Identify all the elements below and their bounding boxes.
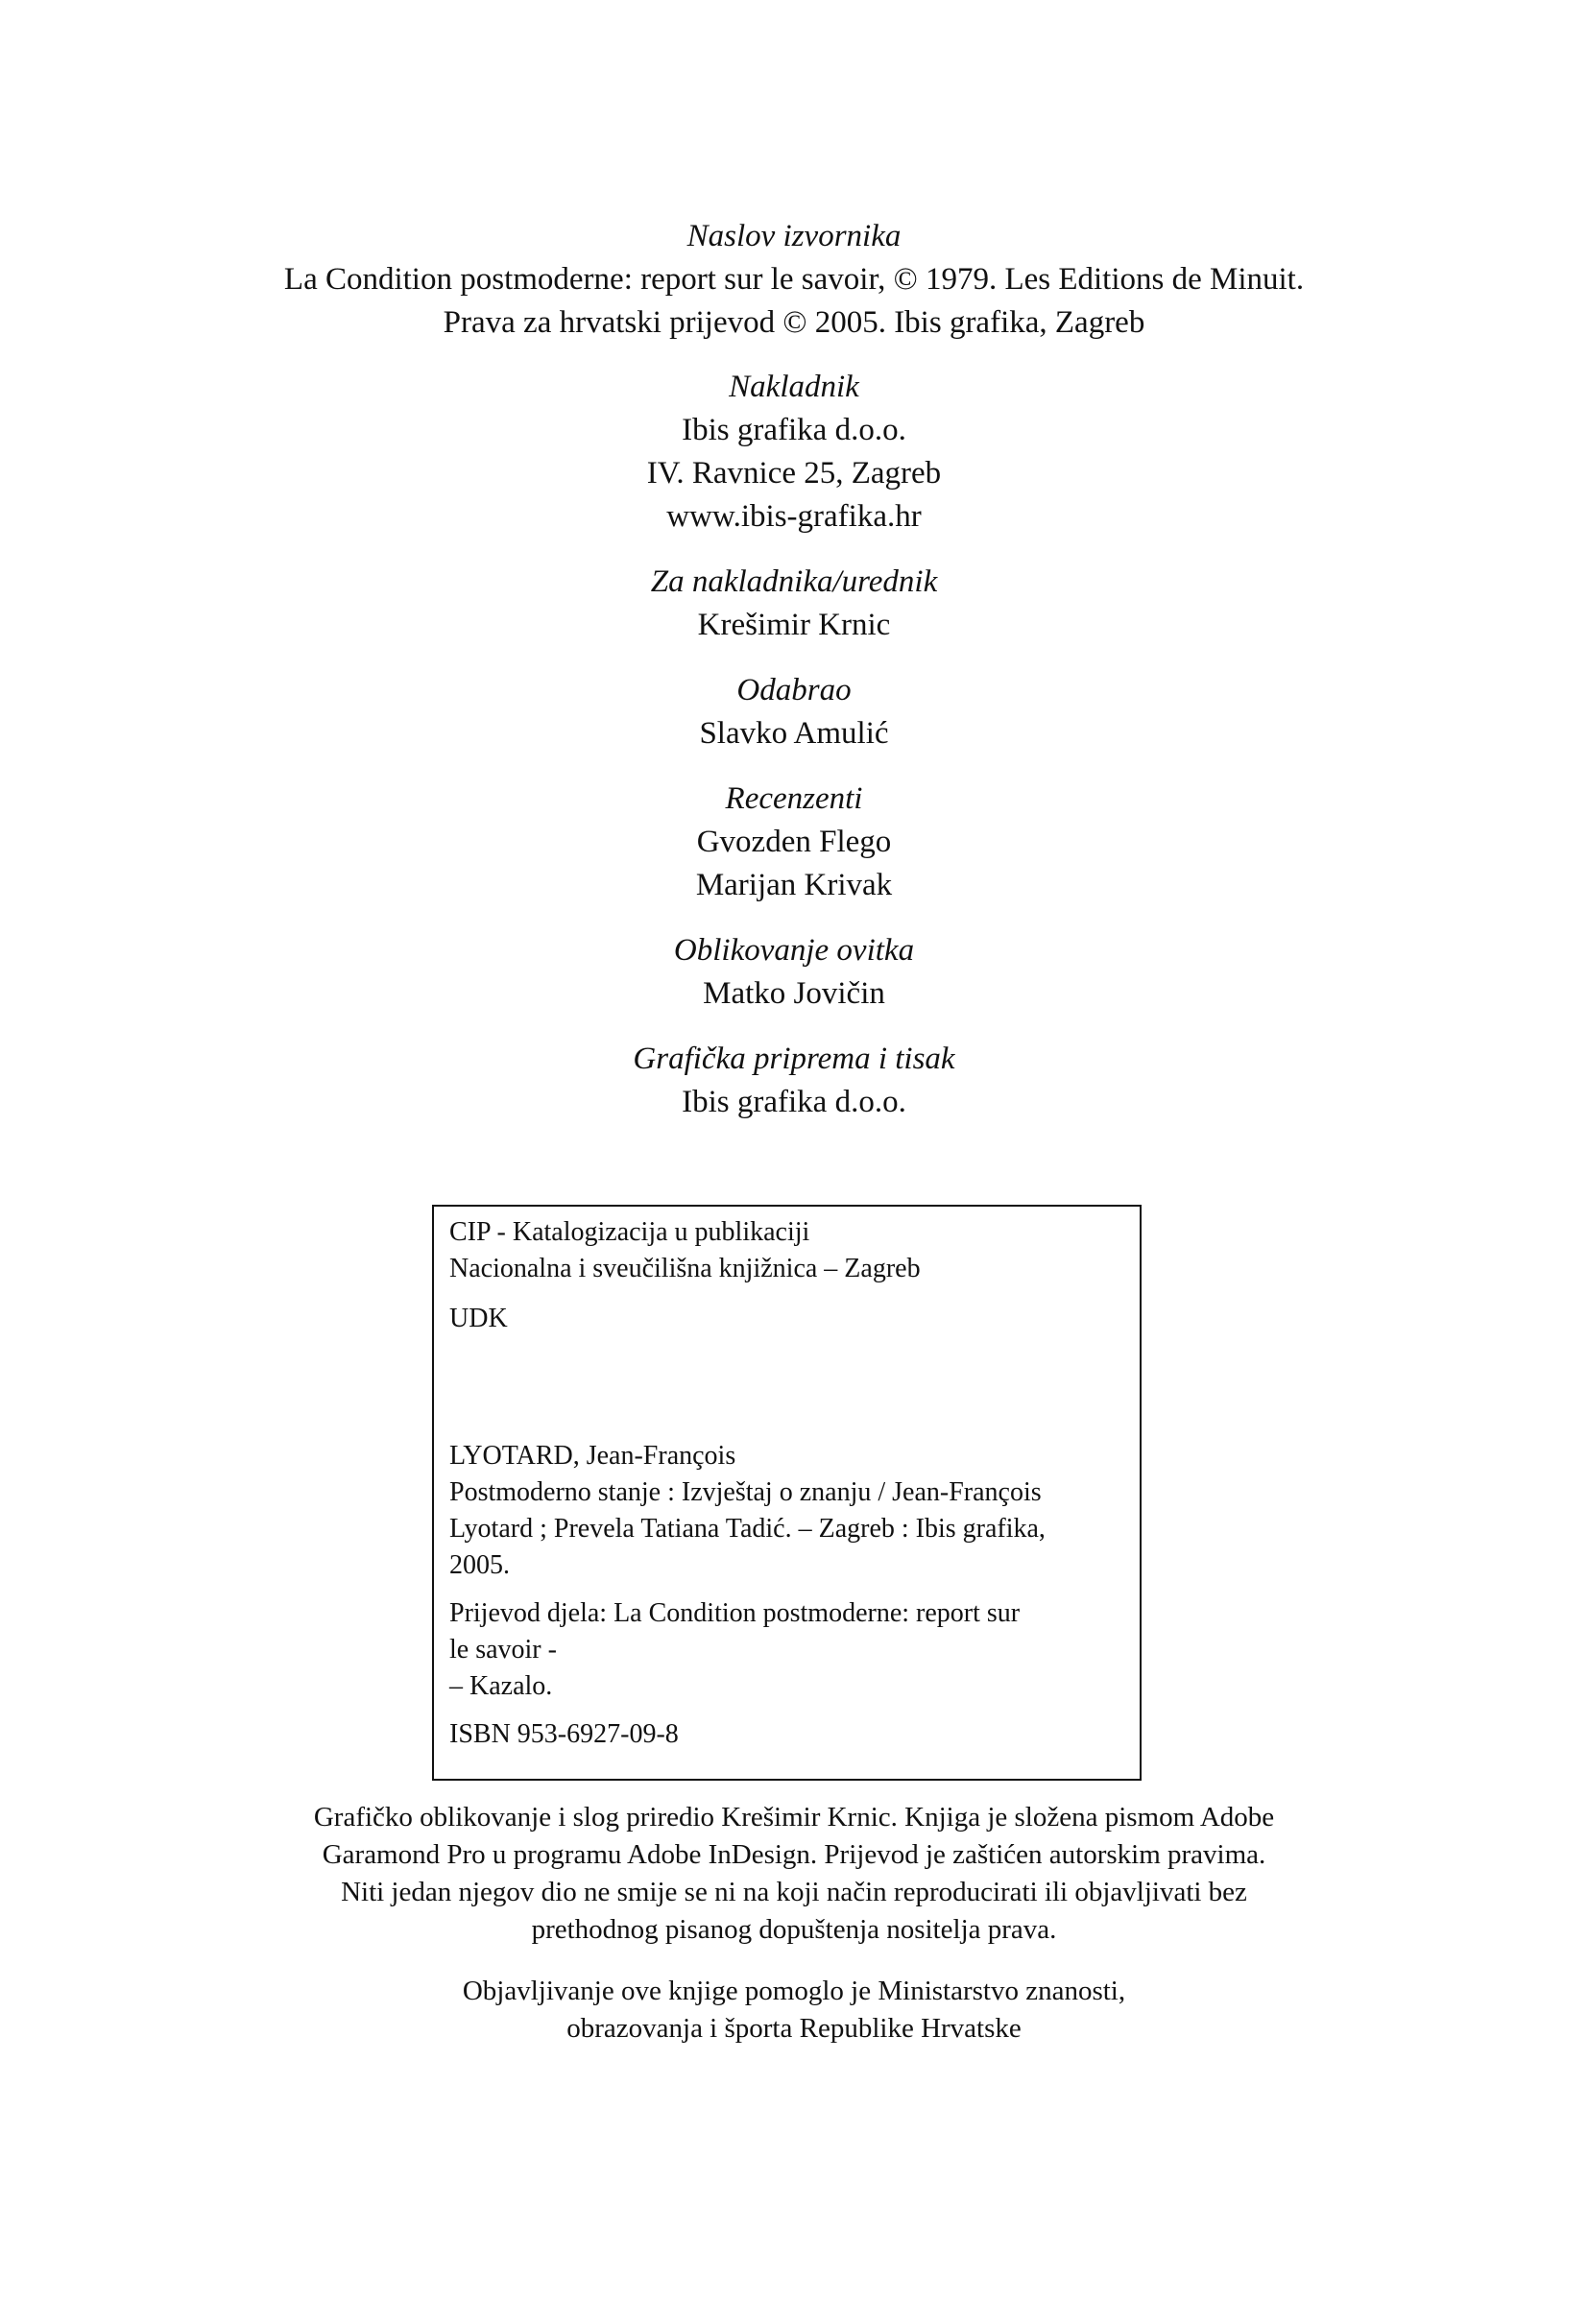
credit-heading: Recenzenti (725, 781, 863, 816)
credit-line: Matko Jovičin (703, 976, 885, 1011)
cip-description: 2005. (449, 1550, 510, 1580)
notice-line: Grafičko oblikovanje i slog priredio Krešimir Krnic. Knjiga je složena pismom Adobe (313, 1802, 1275, 1833)
cip-isbn: ISBN 953-6927-09-8 (449, 1719, 679, 1749)
credit-heading: Nakladnik (729, 370, 859, 404)
credit-heading: Odabrao (736, 673, 852, 707)
design-notice (0, 1799, 1588, 1949)
credit-line: Gvozden Flego (696, 825, 892, 859)
notice-line: obrazovanja i športa Republike Hrvatske (566, 2013, 1022, 2044)
cip-original-work: Prijevod djela: La Condition postmoderne: report sur (449, 1598, 1021, 1628)
credit-selected-by (0, 669, 1588, 755)
credits-section (0, 215, 1588, 1146)
credit-heading: Oblikovanje ovitka (673, 933, 915, 968)
credit-original-title (0, 215, 1588, 345)
credit-line: IV. Ravnice 25, Zagreb (646, 456, 942, 491)
credit-cover-design (0, 929, 1588, 1016)
credit-reviewers (0, 778, 1588, 907)
cip-author: LYOTARD, Jean-François (449, 1441, 736, 1471)
credit-heading: Za nakladnika/urednik (650, 564, 938, 599)
cip-original-work: le savoir - (449, 1635, 557, 1665)
credit-line: La Condition postmoderne: report sur le savoir, © 1979. Les Editions de Minuit. (283, 262, 1305, 297)
credit-line: Ibis grafika d.o.o. (682, 413, 906, 447)
notice-line: prethodnog pisanog dopuštenja nositelja prava. (531, 1914, 1057, 1945)
credit-line: Krešimir Krnic (697, 608, 891, 642)
credit-line: Ibis grafika d.o.o. (682, 1085, 906, 1119)
cip-description: Lyotard ; Prevela Tatiana Tadić. – Zagreb : Ibis grafika, (449, 1514, 1046, 1544)
cip-library: Nacionalna i sveučilišna knjižnica – Zagreb (449, 1254, 921, 1283)
notice-line: Garamond Pro u programu Adobe InDesign. Prijevod je zaštićen autorskim pravima. (322, 1839, 1266, 1870)
cip-description: Postmoderno stanje : Izvještaj o znanju / Jean-François (449, 1477, 1042, 1507)
funding-notice (0, 1973, 1588, 2048)
credit-heading: Naslov izvornika (686, 219, 902, 253)
notice-line: Niti jedan njegov dio ne smije se ni na koji način reproducirati ili objavljivati bez (341, 1877, 1247, 1907)
cip-record-box (432, 1205, 1142, 1781)
cip-index: – Kazalo. (449, 1671, 553, 1701)
credit-publisher (0, 366, 1588, 539)
credit-line: Slavko Amulić (699, 716, 889, 751)
notice-line: Objavljivanje ove knjige pomoglo je Ministarstvo znanosti, (462, 1976, 1126, 2006)
cip-udk: UDK (449, 1304, 508, 1333)
cip-title: CIP - Katalogizacija u publikaciji (449, 1217, 810, 1247)
credit-line: Prava za hrvatski prijevod © 2005. Ibis grafika, Zagreb (443, 305, 1145, 340)
credit-print (0, 1038, 1588, 1124)
credit-editor (0, 561, 1588, 647)
credit-heading: Grafička priprema i tisak (633, 1042, 955, 1076)
credit-line: Marijan Krivak (695, 868, 893, 902)
publisher-website: www.ibis-grafika.hr (666, 499, 922, 534)
